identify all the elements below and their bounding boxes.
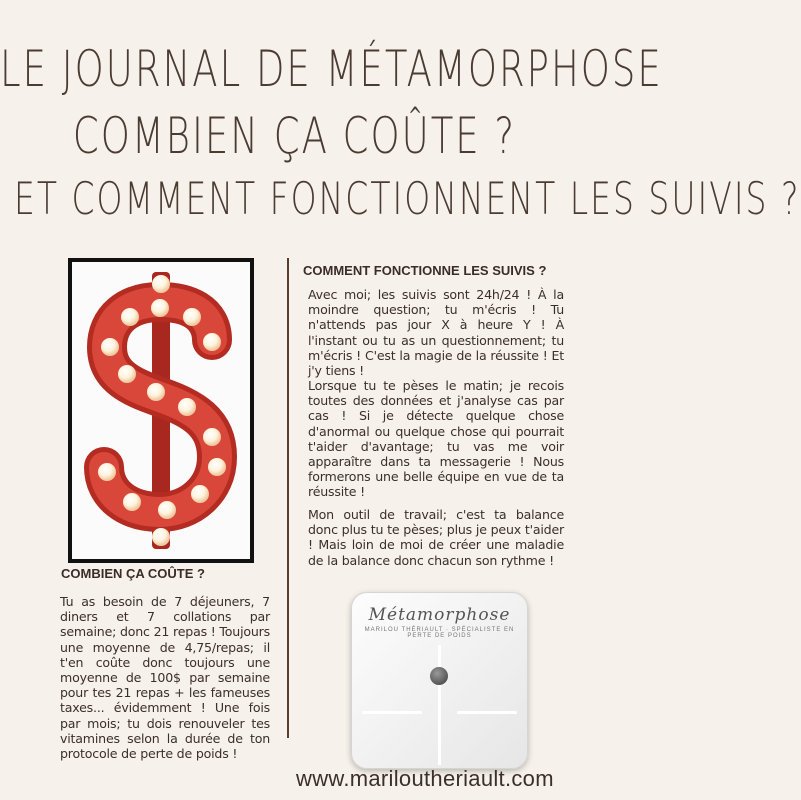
scale-pad-line-left <box>362 711 422 714</box>
suivis-paragraph-1: Avec moi; les suivis sont 24h/24 ! À la moindre question; tu m'écris ! Tu n'attends pas jour X à heure Y ! À l'instant ou tu as un questionnement; tu m'écris ! C'est la magie de la réussite ! Et j'y tiens ! <box>308 287 564 379</box>
column-divider <box>287 258 289 738</box>
scale-brand-text: Métamorphose <box>368 605 511 625</box>
suivis-paragraph-3: Mon outil de travail; c'est ta balance donc plus tu te pèses; plus je peux t'aider ! Mais loin de moi de créer une maladie de la balance donc chacun son rythme ! <box>308 507 564 568</box>
scale-image <box>351 592 528 769</box>
title-line-3: ET COMMENT FONCTIONNENT LES SUIVIS ? <box>14 172 801 225</box>
title-line-1: LE JOURNAL DE MÉTAMORPHOSE <box>0 40 663 99</box>
suivis-paragraph-2: Lorsque tu te pèses le matin; je recois toutes des données et j'analyse cas par cas ! Si je détecte quelque chose d'anormal ou quelque chose qui pourrait t'aider d'avantage; tu vas me voir apparaître dans ta messagerie ! Nous formerons une belle équipe en vue de ta réussite ! <box>308 378 564 500</box>
scale-subtitle-text: MARILOU THÉRIAULT · SPÉCIALISTE EN PERTE DE POIDS <box>364 627 515 639</box>
website-url[interactable]: www.mariloutheriault.com <box>296 766 554 791</box>
scale-divider-line <box>438 645 441 765</box>
scale-pad-line-right <box>457 711 517 714</box>
cout-paragraph: Tu as besoin de 7 déjeuners, 7 diners et 7 collations par semaine; donc 21 repas ! Toujours une moyenne de 4,75/repas; il t'en coûte donc toujours une moyenne de 100$ par semaine pour tes 21 repas + les fameuses taxes... évidemment ! Une fois par mois; tu dois renouveler tes vitamines selon la durée de ton protocole de perte de poids ! <box>60 594 270 762</box>
title-line-2: COMBIEN ÇA COÛTE ? <box>72 107 517 166</box>
dollar-sign-icon <box>72 262 250 559</box>
cout-heading: COMBIEN ÇA COÛTE ? <box>61 566 205 581</box>
dollar-image-frame <box>68 258 254 563</box>
scale-button-icon <box>430 667 448 685</box>
suivis-heading: COMMENT FONCTIONNE LES SUIVIS ? <box>303 263 547 278</box>
